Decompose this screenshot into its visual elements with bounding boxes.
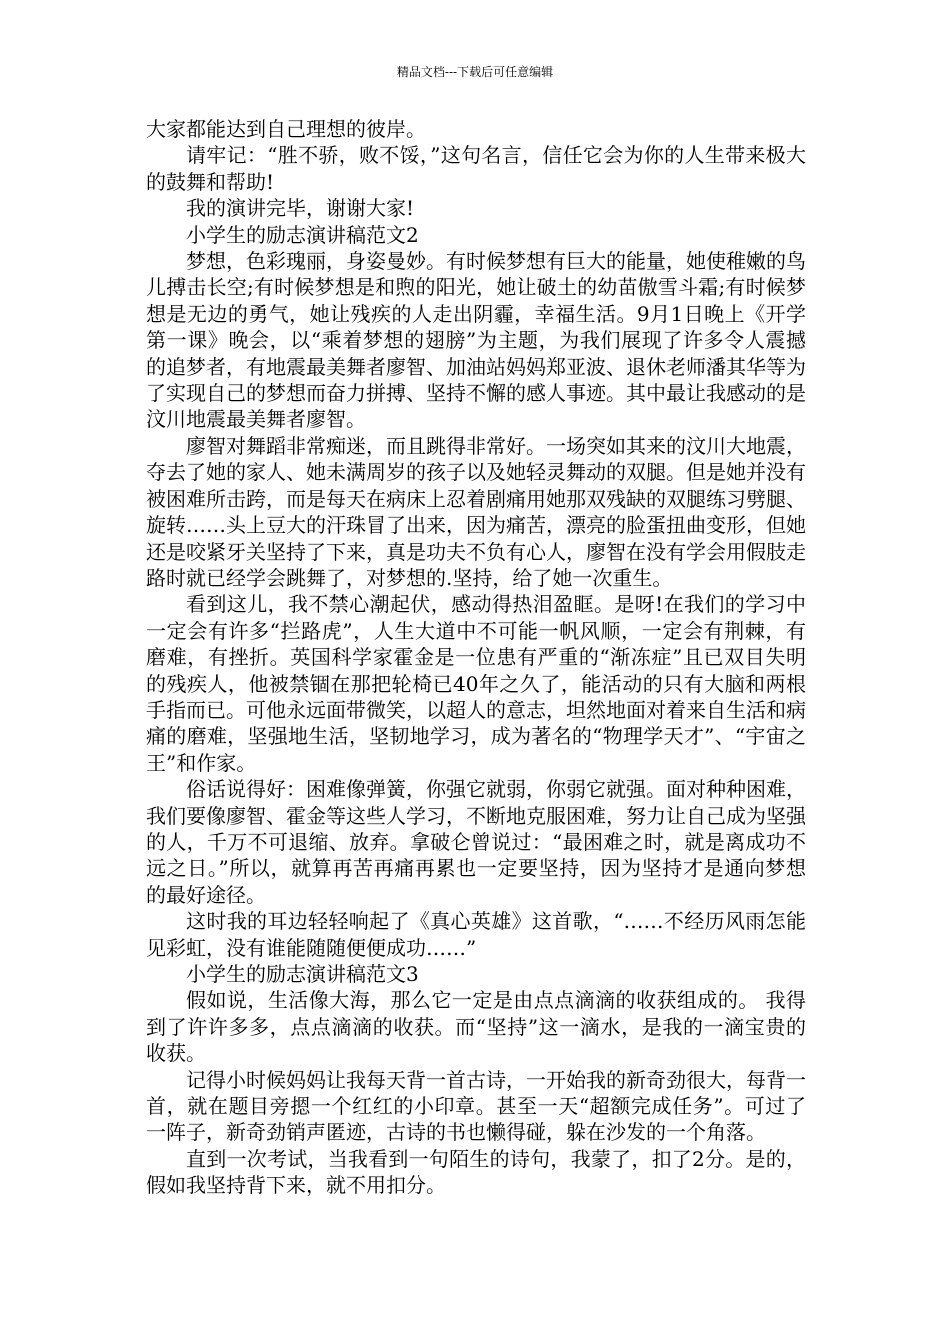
paragraph-8: 俗话说得好：困难像弹簧，你强它就弱，你弱它就强。面对种种困难，我们要像廖智、霍金等这些人学习，不断地克服困难，努力让自己成为坚强的人，千万不可退缩、放弃。拿破仑曾说过：“最困难之时，就是离成功不远之日。”所以，就算再苦再痛再累也一定要坚持，因为坚持才是通向梦想的最好途径。 xyxy=(146,777,806,907)
paragraph-9: 这时我的耳边轻轻响起了《真心英雄》这首歌，“……不经历风雨怎能见彩虹，没有谁能随随便便成功……” xyxy=(146,909,806,960)
paragraph-6: 廖智对舞蹈非常痴迷，而且跳得非常好。一场突如其来的汶川大地震，夺去了她的家人、她未满周岁的孩子以及她轻灵舞动的双腿。但是她并没有被困难所击跨，而是每天在病床上忍着剧痛用她那双残缺的双腿练习劈腿、旋转……头上豆大的汗珠冒了出来，因为痛苦，漂亮的脸蛋扭曲变形，但她还是咬紧牙关坚持了下来，真是功夫不负有心人，廖智在没有学会用假肢走路时就已经学会跳舞了，对梦想的.坚持，给了她一次重生。 xyxy=(146,433,806,590)
paragraph-7: 看到这儿，我不禁心潮起伏，感动得热泪盈眶。是呀!在我们的学习中一定会有许多“拦路虎”，人生大道中不可能一帆风顺，一定会有荆棘，有磨难，有挫折。英国科学家霍金是一位患有严重的“渐冻症”且已双目失明的残疾人，他被禁锢在那把轮椅已40年之久了，能活动的只有大脑和两根手指而已。可他永远面带微笑，以超人的意志，坦然地面对着来自生活和病痛的磨难，坚强地生活，坚韧地学习，成为著名的“物理学天才”、“宇宙之王”和作家。 xyxy=(146,592,806,775)
paragraph-3: 我的演讲完毕，谢谢大家! xyxy=(186,196,415,221)
paragraph-5: 梦想，色彩瑰丽，身姿曼妙。有时候梦想有巨大的能量，她使稚嫩的鸟儿搏击长空;有时候梦想是和煦的阳光，她让破土的幼苗傲雪斗霜;有时候梦想是无边的勇气，她让残疾的人走出阴霾，幸福生活。9月1日晚上《开学第一课》晚会，以“乘着梦想的翅膀”为主题，为我们展现了许多令人震撼的追梦者，有地震最美舞者廖智、加油站妈妈郑亚波、退休老师潘其华等为了实现自己的梦想而奋力拼搏、坚持不懈的感人事迹。其中最让我感动的是汶川地震最美舞者廖智。 xyxy=(146,249,806,432)
paragraph-1: 大家都能达到自己理想的彼岸。 xyxy=(146,117,426,141)
paragraph-2: 请牢记：“胜不骄，败不馁，”这句名言，信任它会为你的人生带来极大的鼓舞和帮助! xyxy=(146,143,806,194)
document-body xyxy=(146,116,806,1199)
paragraph-11: 假如说，生活像大海，那么它一定是由点点滴滴的收获组成的。 我得到了许许多多，点点滴滴的收获。而“坚持”这一滴水，是我的一滴宝贵的收获。 xyxy=(146,988,806,1066)
section-heading-3: 小学生的励志演讲稿范文3 xyxy=(186,962,419,986)
paragraph-12: 记得小时候妈妈让我每天背一首古诗，一开始我的新奇劲很大，每背一首，就在题目旁摁一个红红的小印章。甚至一天“超额完成任务”。可过了一阵子，新奇劲销声匿迹，古诗的书也懒得碰，躲在沙发的一个角落。 xyxy=(146,1067,806,1145)
section-heading-2: 小学生的励志演讲稿范文2 xyxy=(186,222,419,247)
page-header: 精品文档---下载后可任意编辑 xyxy=(396,65,554,79)
paragraph-13: 直到一次考试，当我看到一句陌生的诗句，我蒙了，扣了2分。是的，假如我坚持背下来，就不用扣分。 xyxy=(146,1146,806,1198)
